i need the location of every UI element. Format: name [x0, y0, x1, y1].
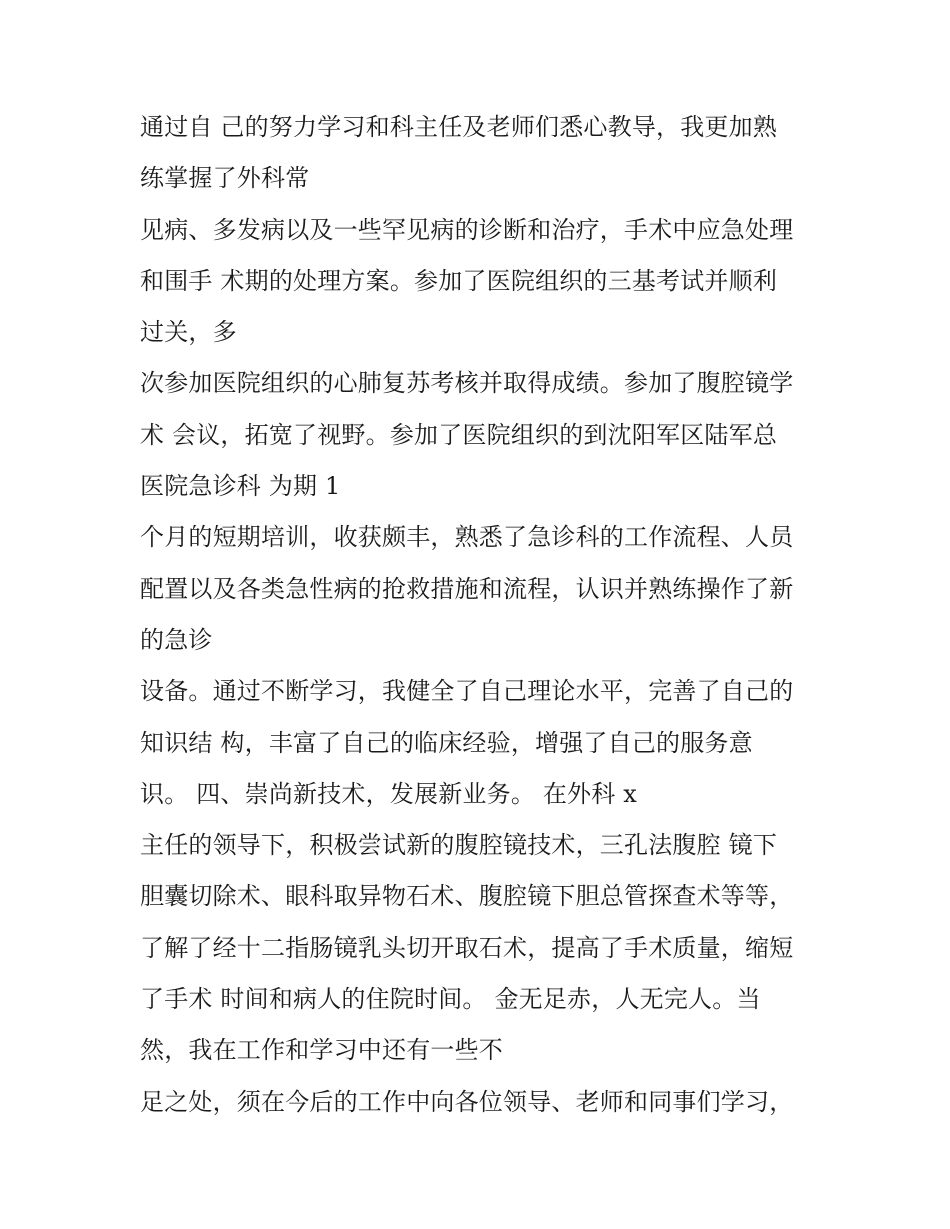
- text-line: 足之处，须在今后的工作中向各位领导、老师和同事们学习，: [140, 1087, 794, 1116]
- text-line: 见病、多发病以及一些罕见病的诊断和治疗，手术中应急处理: [140, 215, 794, 244]
- text-line: 识。 四、崇尚新技术，发展新业务。 在外科 x: [140, 779, 638, 808]
- text-line: 练掌握了外科常: [140, 164, 310, 193]
- text-line: 了解了经十二指肠镜乳头切开取石术，提高了手术质量，缩短: [140, 933, 794, 962]
- text-line: 个月的短期培训，收获颇丰，熟悉了急诊科的工作流程、人员: [140, 523, 794, 552]
- text-line: 和围手 术期的处理方案。参加了医院组织的三基考试并顺利: [140, 266, 778, 295]
- text-line: 设备。通过不断学习，我健全了自己理论水平，完善了自己的: [140, 677, 794, 706]
- text-line: 配置以及各类急性病的抢救措施和流程，认识并熟练操作了新: [140, 574, 794, 603]
- text-line: 次参加医院组织的心肺复苏考核并取得成绩。参加了腹腔镜学: [140, 369, 794, 398]
- text-line: 的急诊: [140, 625, 213, 654]
- text-line: 主任的领导下，积极尝试新的腹腔镜技术，三孔法腹腔 镜下: [140, 831, 778, 860]
- text-line: 术 会议，拓宽了视野。参加了医院组织的到沈阳军区陆军总: [140, 420, 778, 449]
- text-line: 过关，多: [140, 318, 237, 347]
- text-line: 通过自 己的努力学习和科主任及老师们悉心教导，我更加熟: [140, 113, 778, 141]
- body-text: [140, 102, 840, 1128]
- text-line: 知识结 构，丰富了自己的临床经验，增强了自己的服务意: [140, 728, 753, 757]
- text-line: 医院急诊科 为期 1: [140, 472, 341, 501]
- text-line: 然，我在工作和学习中还有一些不: [140, 1036, 503, 1065]
- text-line: 胆囊切除术、眼科取异物石术、腹腔镜下胆总管探查术等等，: [140, 882, 794, 911]
- text-line: 了手术 时间和病人的住院时间。 金无足赤，人无完人。当: [140, 985, 761, 1014]
